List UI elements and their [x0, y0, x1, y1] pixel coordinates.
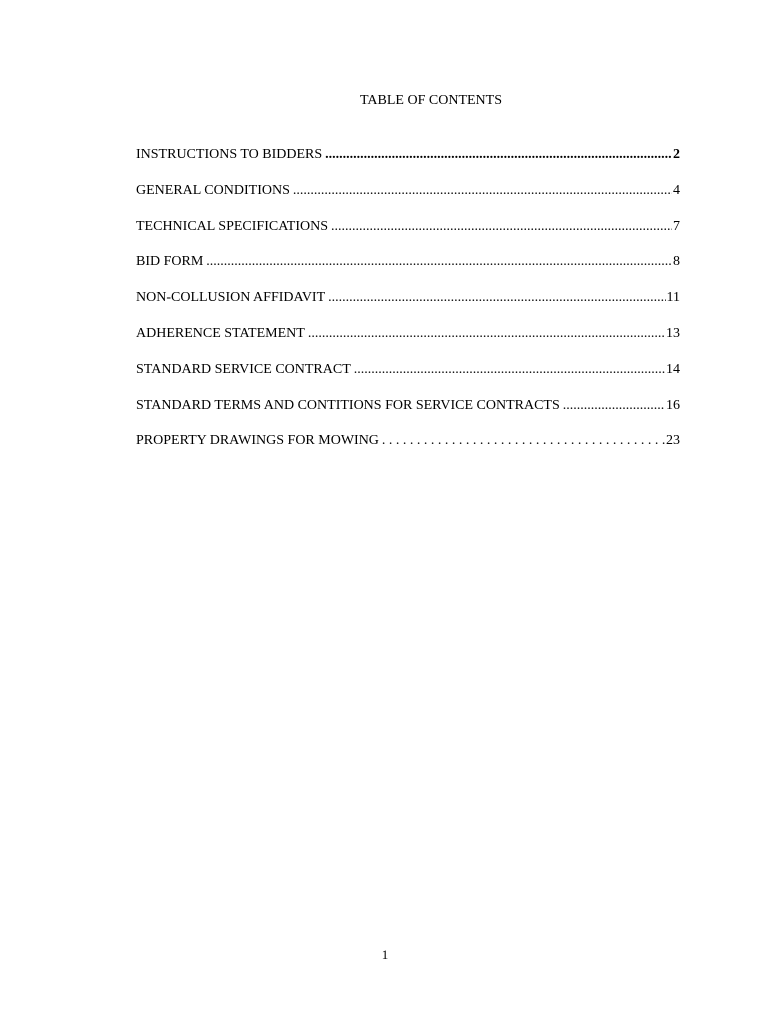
toc-entry-label: NON-COLLUSION AFFIDAVIT: [136, 290, 326, 306]
toc-entry-technical-specifications[interactable]: [136, 216, 680, 252]
toc-entry-adherence-statement[interactable]: [136, 323, 680, 359]
toc-entry-general-conditions[interactable]: [136, 180, 680, 216]
toc-entry-page: 23: [666, 433, 680, 449]
toc-entry-page: 11: [666, 290, 680, 306]
toc-entry-page: 8: [673, 254, 680, 270]
toc-dot-leader: [328, 287, 665, 309]
page-title: TABLE OF CONTENTS: [360, 93, 502, 108]
toc-entry-page: 7: [673, 218, 680, 234]
toc-entry-page: 14: [666, 361, 680, 377]
toc-entry-page: 13: [666, 325, 680, 341]
toc-entry-label: INSTRUCTIONS TO BIDDERS: [136, 147, 323, 162]
toc-entry-non-collusion-affidavit[interactable]: [136, 287, 680, 323]
toc-entry-label: TECHNICAL SPECIFICATIONS: [136, 218, 328, 234]
table-of-contents: [136, 144, 680, 466]
toc-entry-instructions-to-bidders[interactable]: [136, 144, 680, 180]
toc-dot-leader: [354, 359, 665, 381]
toc-entry-property-drawings-for-mowing[interactable]: [136, 430, 680, 466]
toc-dot-leader: [331, 216, 672, 238]
toc-entry-label: ADHERENCE STATEMENT: [136, 325, 305, 341]
toc-entry-label: STANDARD SERVICE CONTRACT: [136, 361, 351, 377]
toc-dot-leader: [382, 430, 665, 452]
toc-entry-label: BID FORM: [136, 254, 204, 270]
toc-entry-standard-terms-and-conditions[interactable]: [136, 395, 680, 431]
toc-dot-leader: [325, 144, 672, 166]
toc-entry-label: GENERAL CONDITIONS: [136, 182, 290, 198]
toc-entry-bid-form[interactable]: [136, 251, 680, 287]
toc-entry-page: 4: [673, 182, 680, 198]
toc-entry-label: PROPERTY DRAWINGS FOR MOWING: [136, 433, 379, 449]
toc-dot-leader: [563, 395, 665, 417]
toc-dot-leader: [293, 180, 672, 202]
toc-entry-standard-service-contract[interactable]: [136, 359, 680, 395]
page-number: 1: [381, 947, 389, 962]
toc-dot-leader: [308, 323, 665, 345]
toc-entry-page: 16: [666, 397, 680, 413]
toc-dot-leader: [206, 251, 672, 273]
toc-entry-page: 2: [673, 147, 680, 162]
toc-entry-label: STANDARD TERMS AND CONTITIONS FOR SERVICE CONTRACTS: [136, 397, 560, 413]
